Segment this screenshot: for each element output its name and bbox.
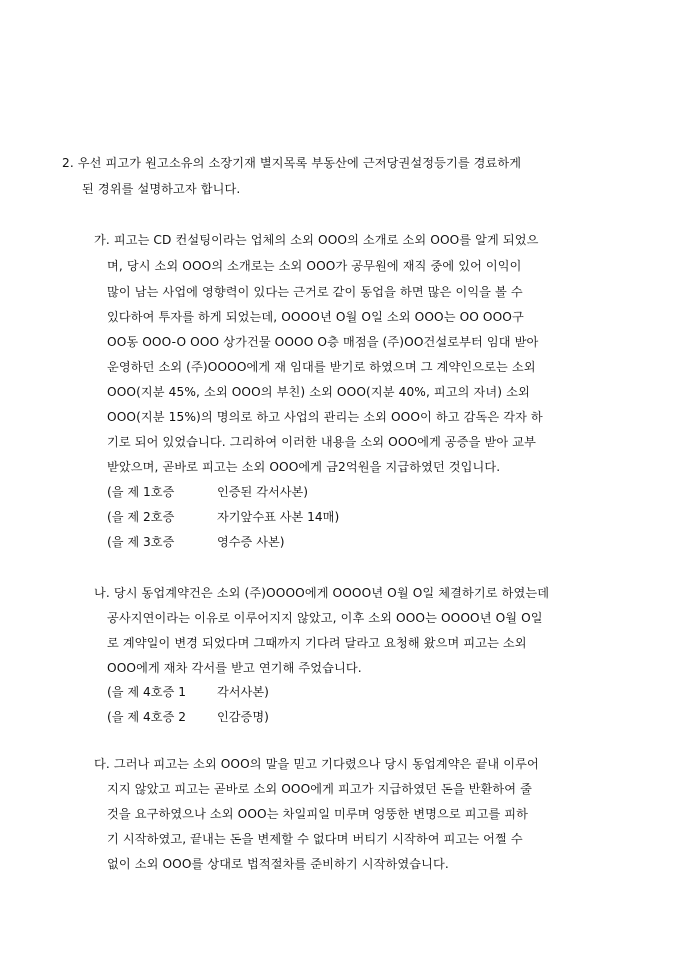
evidence-item	[107, 534, 407, 550]
evidence-item	[107, 509, 407, 525]
para-ga-line-3: 많이 남는 사업에 영향력이 있다는 근거로 같이 동업을 하면 많은 이익을 볼 수	[107, 285, 523, 299]
para-ga-line-9: 기로 되어 있었습니다. 그리하여 이러한 내용을 소외 OOO에게 공증을 받아 교부	[107, 435, 536, 449]
evidence-desc: 각서사본)	[217, 685, 269, 699]
para-ga-line-7: OOO(지분 45%, 소외 OOO의 부친) 소외 OOO(지분 40%, 피고의 자녀) 소외	[107, 385, 530, 399]
evidence-ref: (을 제 3호증	[107, 535, 175, 549]
section-2-line-2: 된 경위를 설명하고자 합니다.	[82, 182, 241, 196]
evidence-desc: 인증된 각서사본)	[217, 485, 309, 499]
evidence-desc: 인감증명)	[217, 710, 269, 724]
para-ga-line-5: OO동 OOO-O OOO 상가건물 OOOO O층 매점을 (주)OO건설로부터 임대 받아	[107, 335, 539, 349]
para-da-line-5: 없이 소외 OOO를 상대로 법적절차를 준비하기 시작하였습니다.	[107, 857, 449, 871]
para-ga-line-4: 있다하여 투자를 하게 되었는데, OOOO년 O월 O일 소외 OOO는 OO OOO구	[107, 310, 524, 324]
evidence-ref: (을 제 4호증 1	[107, 685, 186, 699]
para-na-line-3: 로 계약일이 변경 되었다며 그때까지 기다려 달라고 요청해 왔으며 피고는 소외	[107, 636, 527, 650]
para-da-line-2: 지지 않았고 피고는 곧바로 소외 OOO에게 피고가 지급하였던 돈을 반환하여 줄	[107, 782, 533, 796]
para-da-line-3: 것을 요구하였으나 소외 OOO는 차일피일 미루며 엉뚱한 변명으로 피고를 피하	[107, 807, 529, 821]
evidence-ref: (을 제 4호증 2	[107, 710, 186, 724]
para-ga-line-6: 운영하던 소외 (주)OOOO에게 재 임대를 받기로 하였으며 그 계약인으로는 소외	[107, 360, 536, 374]
evidence-ref: (을 제 2호증	[107, 510, 175, 524]
para-da-line-1: 다. 그러나 피고는 소외 OOO의 말을 믿고 기다렸으나 당시 동업계약은 끝내 이루어	[94, 757, 539, 771]
section-2-line-1: 2. 우선 피고가 원고소유의 소장기재 별지목록 부동산에 근저당권설정등기를 경료하게	[62, 156, 522, 170]
para-na-line-4: OOO에게 재차 각서를 받고 연기해 주었습니다.	[107, 661, 362, 675]
evidence-desc: 영수증 사본)	[217, 535, 285, 549]
para-da-line-4: 기 시작하였고, 끝내는 돈을 변제할 수 없다며 버티기 시작하여 피고는 어쩔 수	[107, 832, 523, 846]
evidence-item	[107, 484, 407, 500]
para-na-line-2: 공사지연이라는 이유로 이루어지지 않았고, 이후 소외 OOO는 OOOO년 O월 O일	[107, 611, 543, 625]
para-ga-line-8: OOO(지분 15%)의 명의로 하고 사업의 관리는 소외 OOO이 하고 감독은 각자 하	[107, 410, 543, 424]
para-ga-line-10: 받았으며, 곧바로 피고는 소외 OOO에게 금2억원을 지급하였던 것입니다.	[107, 460, 501, 474]
para-ga-line-1: 가. 피고는 CD 컨설팅이라는 업체의 소외 OOO의 소개로 소외 OOO를 알게 되었으	[94, 233, 539, 247]
evidence-ref: (을 제 1호증	[107, 485, 175, 499]
para-ga-line-2: 며, 당시 소외 OOO의 소개로는 소외 OOO가 공무원에 재직 중에 있어 이익이	[107, 259, 522, 273]
evidence-desc: 자기앞수표 사본 14매)	[217, 510, 340, 524]
para-na-line-1: 나. 당시 동업계약건은 소외 (주)OOOO에게 OOOO년 O월 O일 체결하기로 하였는데	[94, 586, 550, 600]
evidence-item	[107, 709, 407, 725]
evidence-item	[107, 684, 407, 700]
